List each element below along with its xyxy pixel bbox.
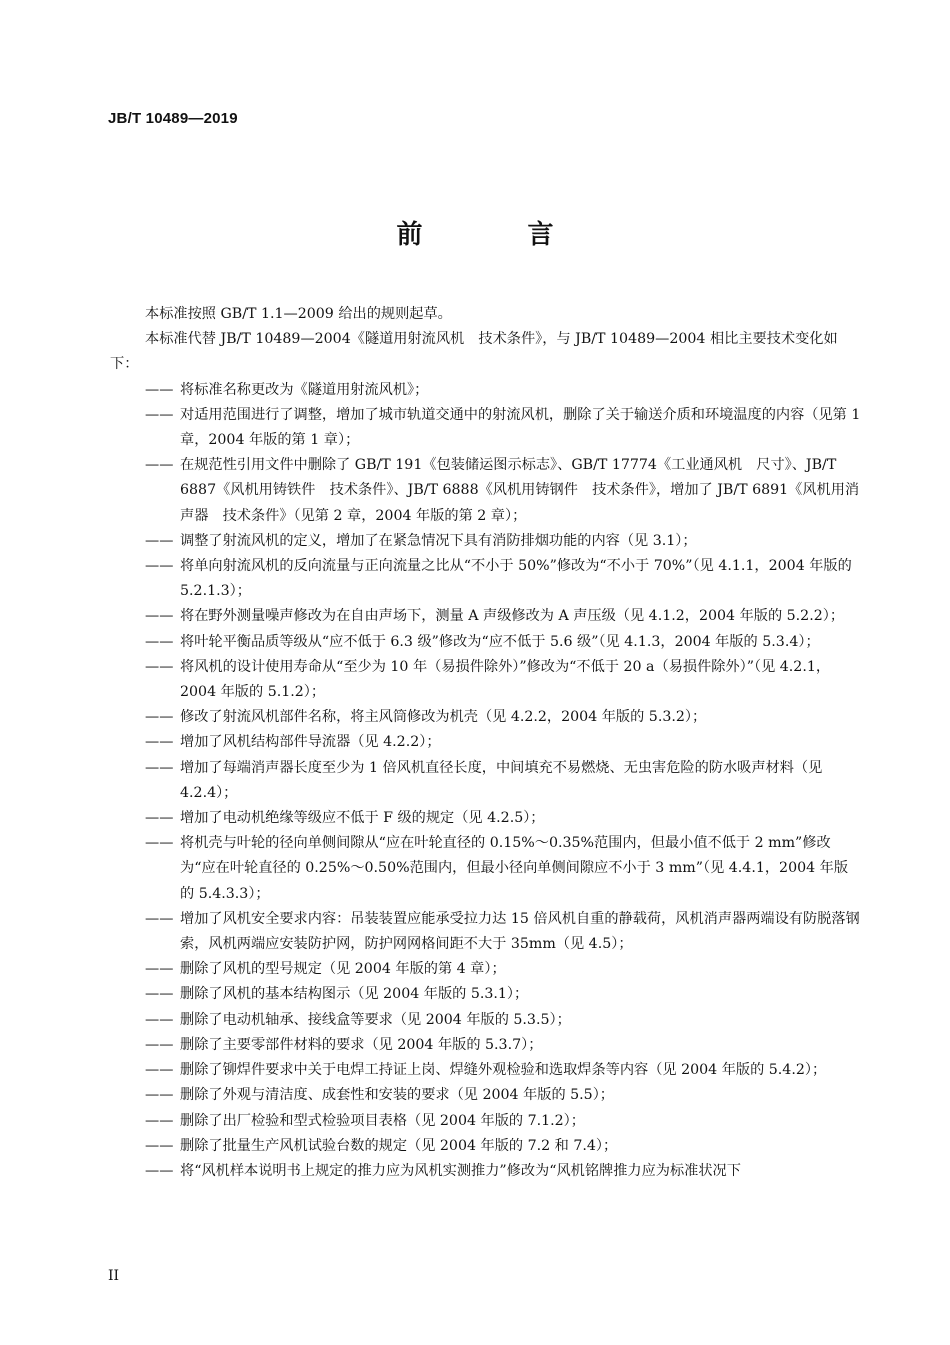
list-item-text: 将单向射流风机的反向流量与正向流量之比从“不小于 50%”修改为“不小于 70%”（见 4.1.1，2004 年版的 5.2.1.3）；	[180, 558, 852, 600]
list-item-text: 删除了风机的型号规定（见 2004 年版的第 4 章）；	[180, 961, 506, 978]
list-item-text: 将在野外测量噪声修改为在自由声场下，测量 A 声级修改为 A 声压级（见 4.1.2，2004 年版的 5.2.2）；	[180, 608, 845, 625]
list-item	[110, 957, 862, 982]
list-item	[110, 730, 862, 755]
list-item	[110, 1008, 862, 1033]
page-title: 前 言	[396, 220, 602, 250]
list-item	[110, 1083, 862, 1108]
list-dash: ——	[145, 381, 174, 398]
list-item-text: 删除了风机的基本结构图示（见 2004 年版的 5.3.1）；	[180, 986, 529, 1003]
list-item-text: 将机壳与叶轮的径向单侧间隙从“应在叶轮直径的 0.15%～0.35%范围内，但最小值不低于 2 mm”修改为“应在叶轮直径的 0.25%～0.50%范围内，但最小径向单侧间隙应不小于 3 mm”（见 4.4.1，2004 年版的 5.4.3.3）；	[180, 835, 849, 902]
list-dash: ——	[145, 457, 174, 474]
change-list	[110, 378, 862, 1185]
list-dash: ——	[145, 986, 174, 1003]
list-dash: ——	[145, 1162, 174, 1179]
list-item-text: 增加了每端消声器长度至少为 1 倍风机直径长度，中间填充不易燃烧、无虫害危险的防水吸声材料（见 4.2.4）；	[180, 759, 823, 801]
list-dash: ——	[145, 608, 174, 625]
list-item	[110, 907, 862, 957]
list-dash: ——	[145, 835, 174, 852]
list-item-text: 删除了铆焊件要求中关于电焊工持证上岗、焊缝外观检验和选取焊条等内容（见 2004 年版的 5.4.2）；	[180, 1062, 827, 1079]
list-item	[110, 1159, 862, 1184]
list-item	[110, 831, 862, 907]
list-item	[110, 1058, 862, 1083]
list-dash: ——	[145, 1036, 174, 1053]
list-dash: ——	[145, 558, 174, 575]
list-item	[110, 403, 862, 453]
list-item-text: 增加了风机结构部件导流器（见 4.2.2）；	[180, 734, 441, 751]
list-dash: ——	[145, 633, 174, 650]
list-item	[110, 1109, 862, 1134]
list-dash: ——	[145, 1137, 174, 1154]
list-item	[110, 705, 862, 730]
list-item	[110, 1033, 862, 1058]
list-dash: ——	[145, 961, 174, 978]
list-item-text: 对适用范围进行了调整，增加了城市轨道交通中的射流风机，删除了关于输送介质和环境温度的内容（见第 1 章，2004 年版的第 1 章）；	[180, 406, 861, 449]
list-item-text: 删除了外观与清洁度、成套性和安装的要求（见 2004 年版的 5.5）；	[180, 1087, 614, 1104]
list-item-text: 删除了批量生产风机试验台数的规定（见 2004 年版的 7.2 和 7.4）；	[180, 1137, 618, 1154]
list-item-text: 在规范性引用文件中删除了 GB/T 191《包装储运图示标志》、GB/T 17774《工业通风机 尺寸》、JB/T 6887《风机用铸铁件 技术条件》、JB/T 6888《风机用铸钢件 技术条件》，增加了 JB/T 6891《风机用消声器 技术条件》（见第 2 章，2004 年版的第 2 章）；	[180, 457, 860, 524]
list-item-text: 删除了主要零部件材料的要求（见 2004 年版的 5.3.7）；	[180, 1036, 543, 1053]
list-dash: ——	[145, 910, 174, 927]
list-item	[110, 756, 862, 806]
list-dash: ——	[145, 1011, 174, 1028]
list-dash: ——	[145, 1112, 174, 1129]
paragraph: 本标准代替 JB/T 10489—2004《隧道用射流风机 技术条件》，与 JB/T 10489—2004 相比主要技术变化如下：	[110, 331, 838, 373]
list-item-text: 将叶轮平衡品质等级从“应不低于 6.3 级”修改为“应不低于 5.6 级”（见 4.1.3，2004 年版的 5.3.4）；	[180, 633, 820, 650]
list-item-text: 增加了电动机绝缘等级应不低于 F 级的规定（见 4.2.5）；	[180, 810, 545, 827]
list-dash: ——	[145, 406, 174, 423]
list-item	[110, 655, 862, 705]
list-dash: ——	[145, 759, 174, 776]
list-item-text: 将标准名称更改为《隧道用射流风机》；	[180, 381, 429, 398]
list-item-text: 调整了射流风机的定义，增加了在紧急情况下具有消防排烟功能的内容（见 3.1）；	[180, 532, 697, 549]
list-dash: ——	[145, 810, 174, 827]
list-item	[110, 982, 862, 1007]
list-dash: ——	[145, 658, 174, 675]
list-item-text: 将风机的设计使用寿命从“至少为 10 年（易损件除外）”修改为“不低于 20 a（易损件除外）”（见 4.2.1，2004 年版的 5.1.2）；	[180, 658, 831, 701]
foreword-body	[110, 302, 862, 1184]
page-number: II	[108, 1268, 120, 1284]
list-item	[110, 554, 862, 604]
list-item-text: 增加了风机安全要求内容：吊装装置应能承受拉力达 15 倍风机自重的静载荷，风机消声器两端设有防脱落钢索，风机两端应安装防护网，防护网网格间距不大于 35mm（见 4.5）；	[180, 910, 860, 953]
list-item-text: 删除了电动机轴承、接线盒等要求（见 2004 年版的 5.3.5）；	[180, 1011, 571, 1028]
list-item	[110, 453, 862, 529]
list-dash: ——	[145, 532, 174, 549]
list-dash: ——	[145, 1087, 174, 1104]
list-item-text: 修改了射流风机部件名称，将主风筒修改为机壳（见 4.2.2，2004 年版的 5.3.2）；	[180, 709, 707, 726]
list-item	[110, 630, 862, 655]
list-item	[110, 378, 862, 403]
list-item	[110, 1134, 862, 1159]
list-dash: ——	[145, 734, 174, 751]
list-item-text: 将“风机样本说明书上规定的推力应为风机实测推力”修改为“风机铭牌推力应为标准状况下	[180, 1162, 741, 1179]
list-item	[110, 604, 862, 629]
standard-number: JB/T 10489—2019	[108, 110, 238, 127]
list-dash: ——	[145, 1062, 174, 1079]
list-dash: ——	[145, 709, 174, 726]
list-item	[110, 529, 862, 554]
list-item	[110, 806, 862, 831]
list-item-text: 删除了出厂检验和型式检验项目表格（见 2004 年版的 7.1.2）；	[180, 1112, 585, 1129]
paragraph: 本标准按照 GB/T 1.1—2009 给出的规则起草。	[145, 306, 452, 322]
